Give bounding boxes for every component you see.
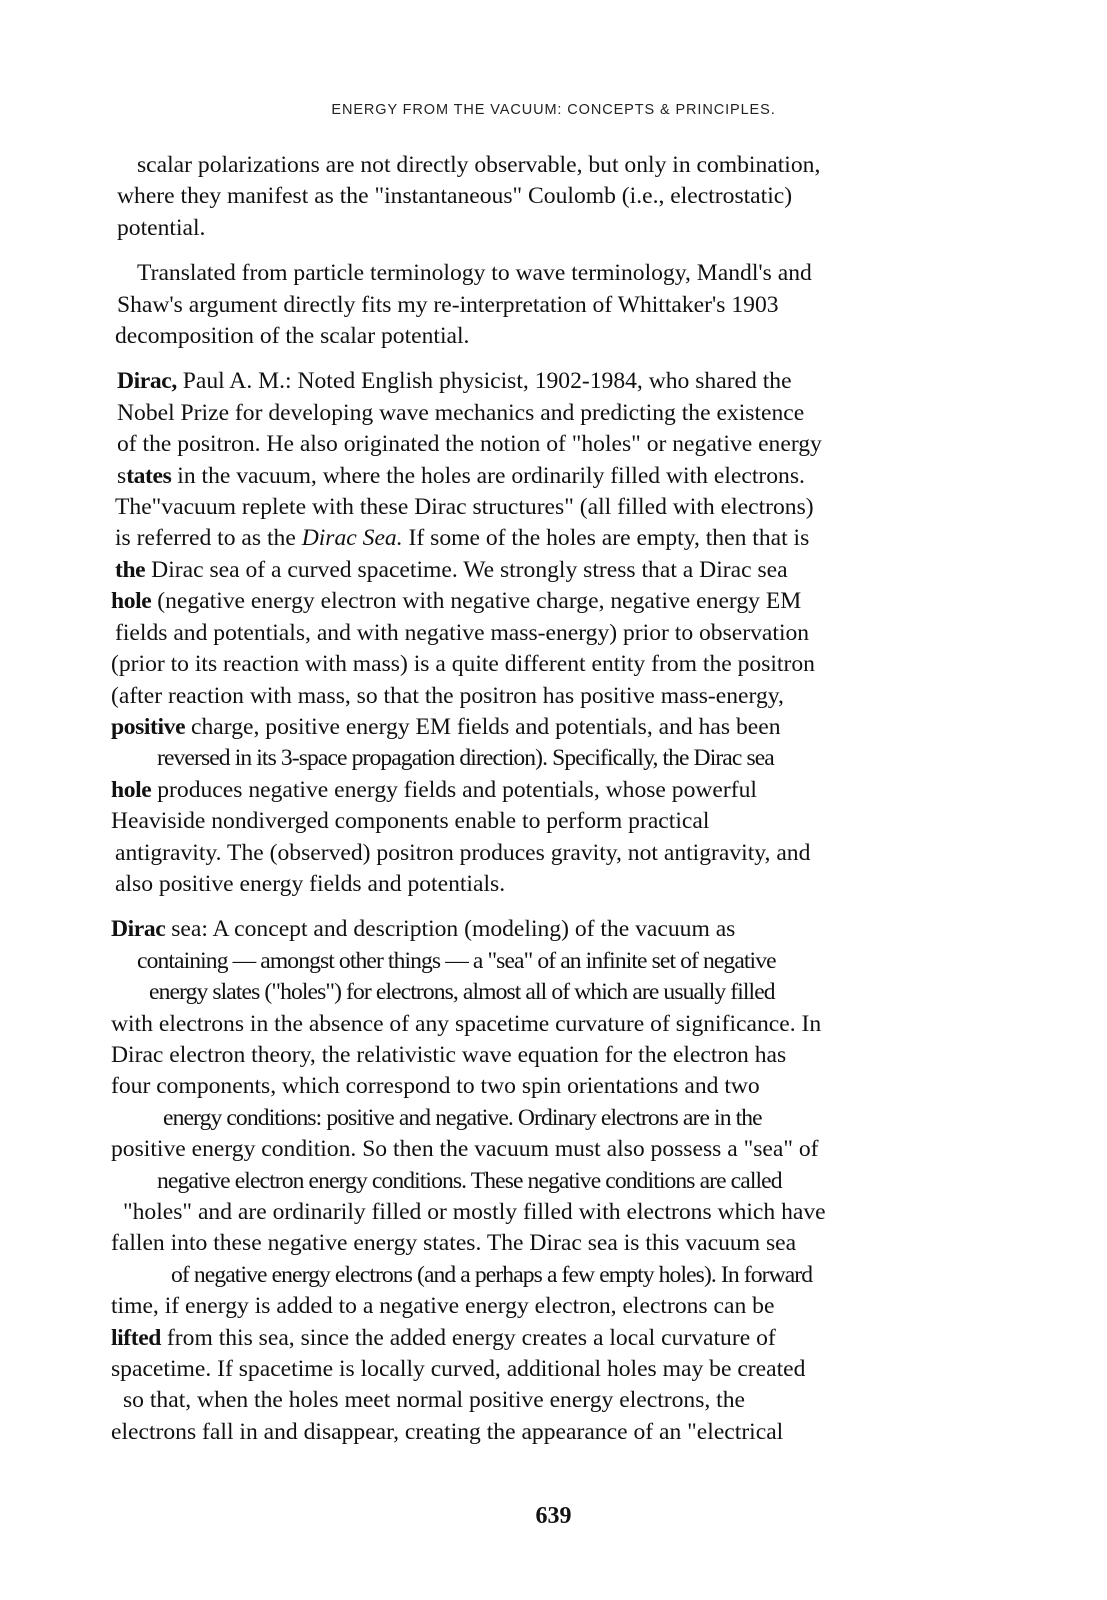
glossary-entry-dirac [111,366,991,900]
text-line: Dirac sea: A concept and description (modeling) of the vacuum as [111,916,736,943]
text-line: "holes" and are ordinarily filled or mostly filled with electrons which have [123,1199,826,1225]
text-line: also positive energy fields and potentials. [115,870,506,897]
text-line: containing — amongst other things — a "sea" of an infinite set of negative [137,947,776,974]
paragraph-translated [111,258,991,352]
text-line: Nobel Prize for developing wave mechanics and predicting the existence [117,399,805,426]
text-line: The"vacuum replete with these Dirac structures" (all filled with electrons) [115,494,814,521]
text-line: fallen into these negative energy states. The Dirac sea is this vacuum sea [111,1230,797,1257]
text-line: Dirac, Paul A. M.: Noted English physicist, 1902-1984, who shared the [117,368,792,395]
text-line: hole produces negative energy fields and potentials, whose powerful [111,776,757,803]
text-line: of negative energy electrons (and a perhaps a few empty holes). In forward [171,1261,813,1288]
text-line: fields and potentials, and with negative mass-energy) prior to observation [115,619,810,646]
text-line: scalar polarizations are not directly observable, but only in combination, [137,152,821,178]
text-line: spacetime. If spacetime is locally curved, additional holes may be created [111,1356,806,1383]
glossary-term: Dirac [111,916,166,943]
text-line: Shaw's argument directly fits my re-interpretation of Whittaker's 1903 [117,291,779,318]
text-line: potential. [117,214,206,241]
text-line: positive energy condition. So then the vacuum must also possess a "sea" of [111,1136,819,1163]
text-line: of the positron. He also originated the notion of "holes" or negative energy [117,431,822,458]
text-line: so that, when the holes meet normal positive energy electrons, the [123,1387,746,1414]
text-line: the Dirac sea of a curved spacetime. We strongly stress that a Dirac sea [115,556,788,583]
glossary-entry-dirac-sea [111,914,991,1448]
text-line: electrons fall in and disappear, creating the appearance of an "electrical [111,1418,784,1445]
text-line: decomposition of the scalar potential. [115,323,470,350]
text-line: energy conditions: positive and negative. Ordinary electrons are in the [163,1104,762,1131]
running-header: ENERGY FROM THE VACUUM: CONCEPTS & PRINCIPLES. [331,102,776,118]
page-number: 639 [535,1503,572,1529]
text-line: where they manifest as the "instantaneous" Coulomb (i.e., electrostatic) [117,183,793,210]
text-line: negative electron energy conditions. These negative conditions are called [157,1167,782,1194]
text-line: (prior to its reaction with mass) is a quite different entity from the positron [111,651,815,678]
text-line: Dirac electron theory, the relativistic wave equation for the electron has [111,1041,787,1068]
text-line: antigravity. The (observed) positron produces gravity, not antigravity, and [115,839,811,866]
text-line: states in the vacuum, where the holes are ordinarily filled with electrons. [117,462,805,489]
text-line: reversed in its 3-space propagation direction). Specifically, the Dirac sea [157,745,774,772]
paragraph-scalar-polarizations [111,150,991,244]
text-line: with electrons in the absence of any spacetime curvature of significance. In [111,1010,822,1037]
text-line: is referred to as the Dirac Sea. If some of the holes are empty, then that is [115,525,810,552]
text-line: positive charge, positive energy EM fields and potentials, and has been [111,713,781,740]
text-line: energy slates ("holes") for electrons, almost all of which are usually filled [149,979,775,1006]
text-line: hole (negative energy electron with negative charge, negative energy EM [111,588,802,615]
text-line: time, if energy is added to a negative energy electron, electrons can be [111,1293,775,1320]
text-line: four components, which correspond to two spin orientations and two [111,1073,760,1100]
text-line: (after reaction with mass, so that the positron has positive mass-energy, [111,682,784,709]
text-line: lifted from this sea, since the added energy creates a local curvature of [111,1324,776,1351]
text-line: Heaviside nondiverged components enable to perform practical [111,808,710,835]
body-text [111,150,991,1448]
glossary-term: Dirac, [117,368,177,395]
text-line: Translated from particle terminology to wave terminology, Mandl's and [137,260,812,287]
